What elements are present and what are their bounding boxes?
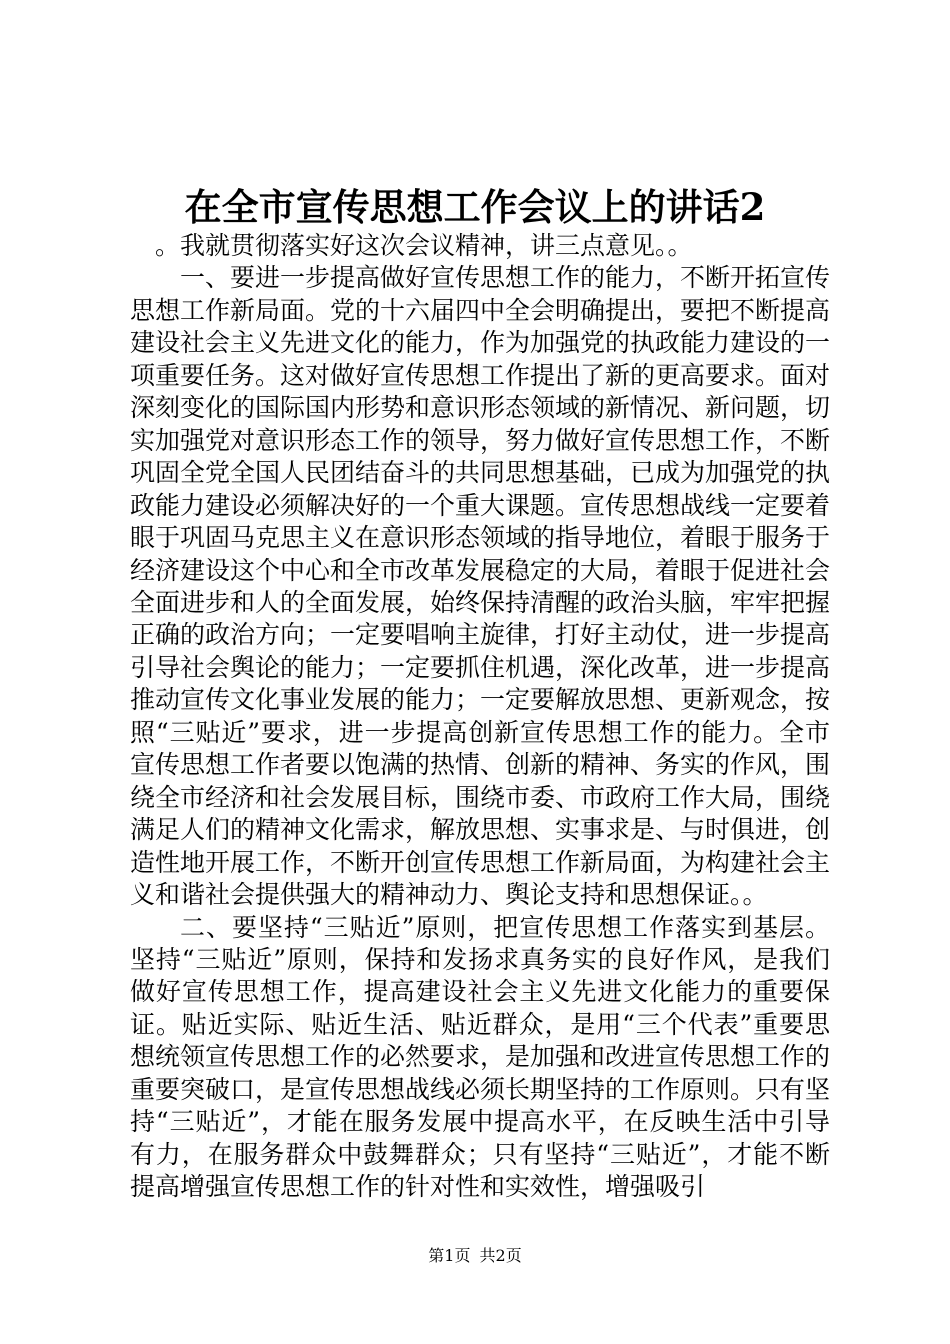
paragraph-section-one: 一、要进一步提高做好宣传思想工作的能力，不断开拓宣传思想工作新局面。党的十六届四中全会明确提出，要把不断提高建设社会主义先进文化的能力，作为加强党的执政能力建设的一项重要任务。这对做好宣传思想工作提出了新的更高要求。面对深刻变化的国际国内形势和意识形态领域的新情况、新问题，切实加强党对意识形态工作的领导，努力做好宣传思想工作，不断巩固全党全国人民团结奋斗的共同思想基础，已成为加强党的执政能力建设必须解决好的一个重大课题。宣传思想战线一定要着眼于巩固马克思主义在意识形态领域的指导地位，着眼于服务于经济建设这个中心和全市改革发展稳定的大局，着眼于促进社会全面进步和人的全面发展，始终保持清醒的政治头脑，牢牢把握正确的政治方向；一定要唱响主旋律，打好主动仗，进一步提高引导社会舆论的能力；一定要抓住机遇，深化改革，进一步提高推动宣传文化事业发展的能力；一定要解放思想、更新观念，按照“三贴近”要求，进一步提高创新宣传思想工作的能力。全市宣传思想工作者要以饱满的热情、创新的精神、务实的作风，围绕全市经济和社会发展目标，围绕市委、市政府工作大局，围绕满足人们的精神文化需求，解放思想、实事求是、与时俱进，创造性地开展工作，不断开创宣传思想工作新局面，为构建社会主义和谐社会提供强大的精神动力、舆论支持和思想保证。。 — [130, 263, 831, 910]
page-footer — [0, 1244, 950, 1268]
document-body — [130, 230, 830, 1204]
paragraph-section-two: 二、要坚持“三贴近”原则，把宣传思想工作落实到基层。坚持“三贴近”原则，保持和发扬求真务实的良好作风，是我们做好宣传思想工作，提高建设社会主义先进文化能力的重要保证。贴近实际、贴近生活、贴近群众，是用“三个代表”重要思想统领宣传思想工作的必然要求，是加强和改进宣传思想工作的重要突破口，是宣传思想战线必须长期坚持的工作原则。只有坚持“三贴近”，才能在服务发展中提高水平，在反映生活中引导有力，在服务群众中鼓舞群众；只有坚持“三贴近”，才能不断提高增强宣传思想工作的针对性和实效性，增强吸引 — [130, 912, 831, 1202]
page-total: 共2页 — [479, 1246, 522, 1265]
page-number: 第1页 — [428, 1246, 471, 1265]
paragraph-intro: 。我就贯彻落实好这次会议精神，讲三点意见。。 — [155, 231, 693, 260]
page-title: 在全市宣传思想工作会议上的讲话2 — [184, 185, 766, 229]
